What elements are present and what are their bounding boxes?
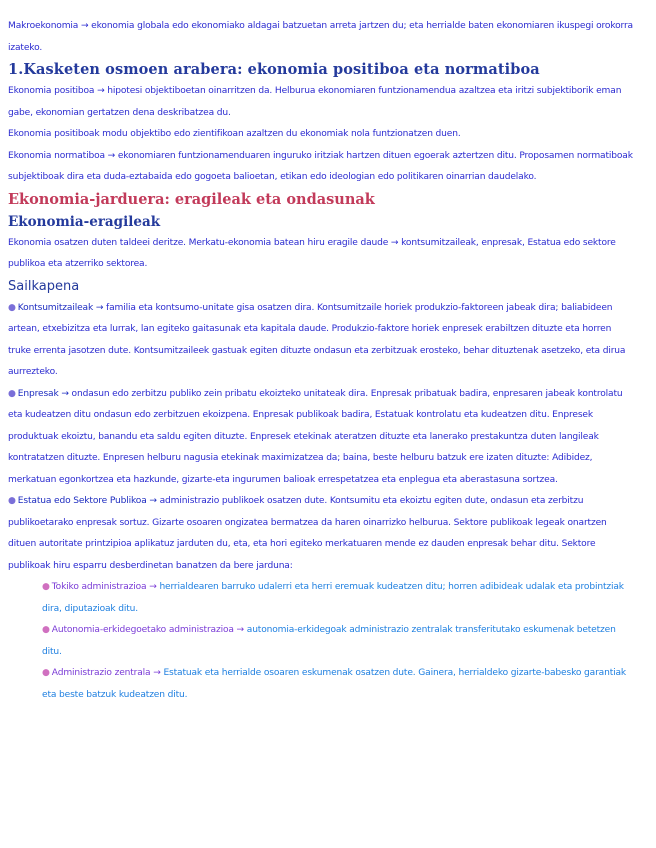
heading-economic-agents: Ekonomia-eragileak (8, 213, 161, 230)
paragraph-positive-summary: Ekonomia positiboak modu objektibo edo zientifikoan azaltzen du ekonomiak nola funtzionatzen duen. (8, 129, 461, 139)
heading-positive-normative: 1.Kasketen osmoen arabera: ekonomia positiboa eta normatiboa (8, 61, 540, 78)
list-item (42, 663, 636, 706)
item-lead: Enpresak → (17, 388, 69, 399)
paragraph-normative-economics: Ekonomia normatiboa → ekonomiaren funtzionamenduaren inguruko iritziak hartzen dituen egoerak aztertzen ditu. Proposamen normatiboak subjektiboak dira eta duda-eztabaida edo gogoeta balioetan, etikan edo ideologian edo politikaren oinarrian daudelako. (8, 150, 633, 182)
item-lead: Tokiko administrazioa → (51, 582, 157, 592)
paragraph-agents: Ekonomia osatzen duten taldeei deritze. Merkatu-ekonomia batean hiru eragile daude → kontsumitzaileak, enpresak, Estatua edo sektore publikoa eta atzerriko sektorea. (8, 237, 616, 269)
heading-economic-activity: Ekonomia-jarduera: eragileak eta ondasunak (8, 190, 375, 208)
item-text: herrialdearen barruko udalerri eta herri eremuak kudeatzen ditu; horren adibideak udalak eta probintziak dira, diputazioak ditu. (42, 582, 624, 614)
item-text: administrazio publikoek osatzen dute. Kontsumitu eta ekoiztu egiten dute, ondasun eta zerbitzu publikoetarako enpresak sortuz. Gizarte osoaren ongizatea bermatzea da haren oinarrizko helburua. Sektore publikoak legeak onartzen dituen autoritate printzipioa aplikatuz jarduten du, eta, eta hori egiteko merkatuaren mende ez dauden enpresak behar ditu. Sektore publikoak hiru esparru desberdinetan banatzen da bere jarduna: (8, 496, 607, 571)
item-lead: Estatua edo Sektore Publikoa → (17, 496, 157, 506)
list-item (8, 384, 636, 492)
item-lead: Kontsumitzaileak → (17, 302, 104, 313)
bullet-icon: ● (8, 302, 16, 313)
heading-classification: Sailkapena (8, 278, 80, 294)
item-text: ondasun edo zerbitzu publiko zein pribatu ekoizteko unitateak dira. Enpresak pribatuak badira, enpresaren jabeak kontrolatu eta kudeatzen ditu ondasun edo zerbitzuen ekoizpena. Enpresak publikoak badira, Estatuak kontrolatu eta kudeatzen ditu. Enpresek produktuak ekoiztu, banandu eta saldu egiten dituzte. Enpresek etekinak ateratzen dituzte eta lanerako prestakuntza duten langileak kontratatzen dituzte. Enpresen helburu nagusia etekinak maximizatzea da; baina, beste helburu batzuk ere izaten dituzte: Adibidez, merkatuan egonkortzea eta hazkunde, gizarte-eta ingurumen balioak errespetatzea eta enplegua eta aberastasuna sortzea. (8, 388, 623, 485)
bullet-icon: ● (8, 496, 16, 506)
bullet-icon: ● (42, 625, 50, 635)
agent-list (8, 298, 636, 578)
list-item (42, 577, 636, 620)
paragraph-positive-economics: Ekonomia positiboa → hipotesi objektiboetan oinarritzen da. Helburua ekonomiaren funtzionamendua azaltzea eta iritzi subjektiborik eman gabe, ekonomian gertatzen dena deskribatzea du. (8, 86, 622, 118)
bullet-icon: ● (42, 582, 50, 592)
bullet-icon: ● (42, 668, 50, 678)
item-text: familia eta kontsumo-unitate gisa osatzen dira. Kontsumitzaile horiek produkzio-faktoreen jabeak dira; baliabideen artean, etxebizitza eta lurrak, lan egiteko gaitasunak eta kapitala daude. Produkzio-faktore horiek enpresek erabiltzen dituzte eta horren truke errenta jasotzen dute. Kontsumitzaileek gastuak egiten dituzte ondasun eta zerbitzuak erosteko, behar dituztenak asetzeko, eta dirua aurrezteko. (8, 302, 626, 377)
item-text: autonomia-erkidegoak administrazio zentralak transferitutako eskumenak betetzen ditu. (42, 625, 616, 657)
item-text: Estatuak eta herrialde osoaren eskumenak osatzen dute. Gainera, herrialdeko gizarte-babesko garantiak eta beste batzuk kudeatzen ditu. (42, 668, 627, 700)
intro-paragraph: Makroekonomia → ekonomia globala edo ekonomiako aldagai batzuetan arreta jartzen du; eta herrialde baten ekonomiaren ikuspegi orokorra izateko. (8, 21, 633, 53)
administration-sublist (8, 577, 636, 706)
list-item (42, 620, 636, 663)
bullet-icon: ● (8, 388, 16, 399)
list-item (8, 491, 636, 577)
item-lead: Administrazio zentrala → (51, 668, 161, 678)
list-item (8, 298, 636, 384)
item-lead: Autonomia-erkidegoetako administrazioa → (51, 625, 245, 635)
